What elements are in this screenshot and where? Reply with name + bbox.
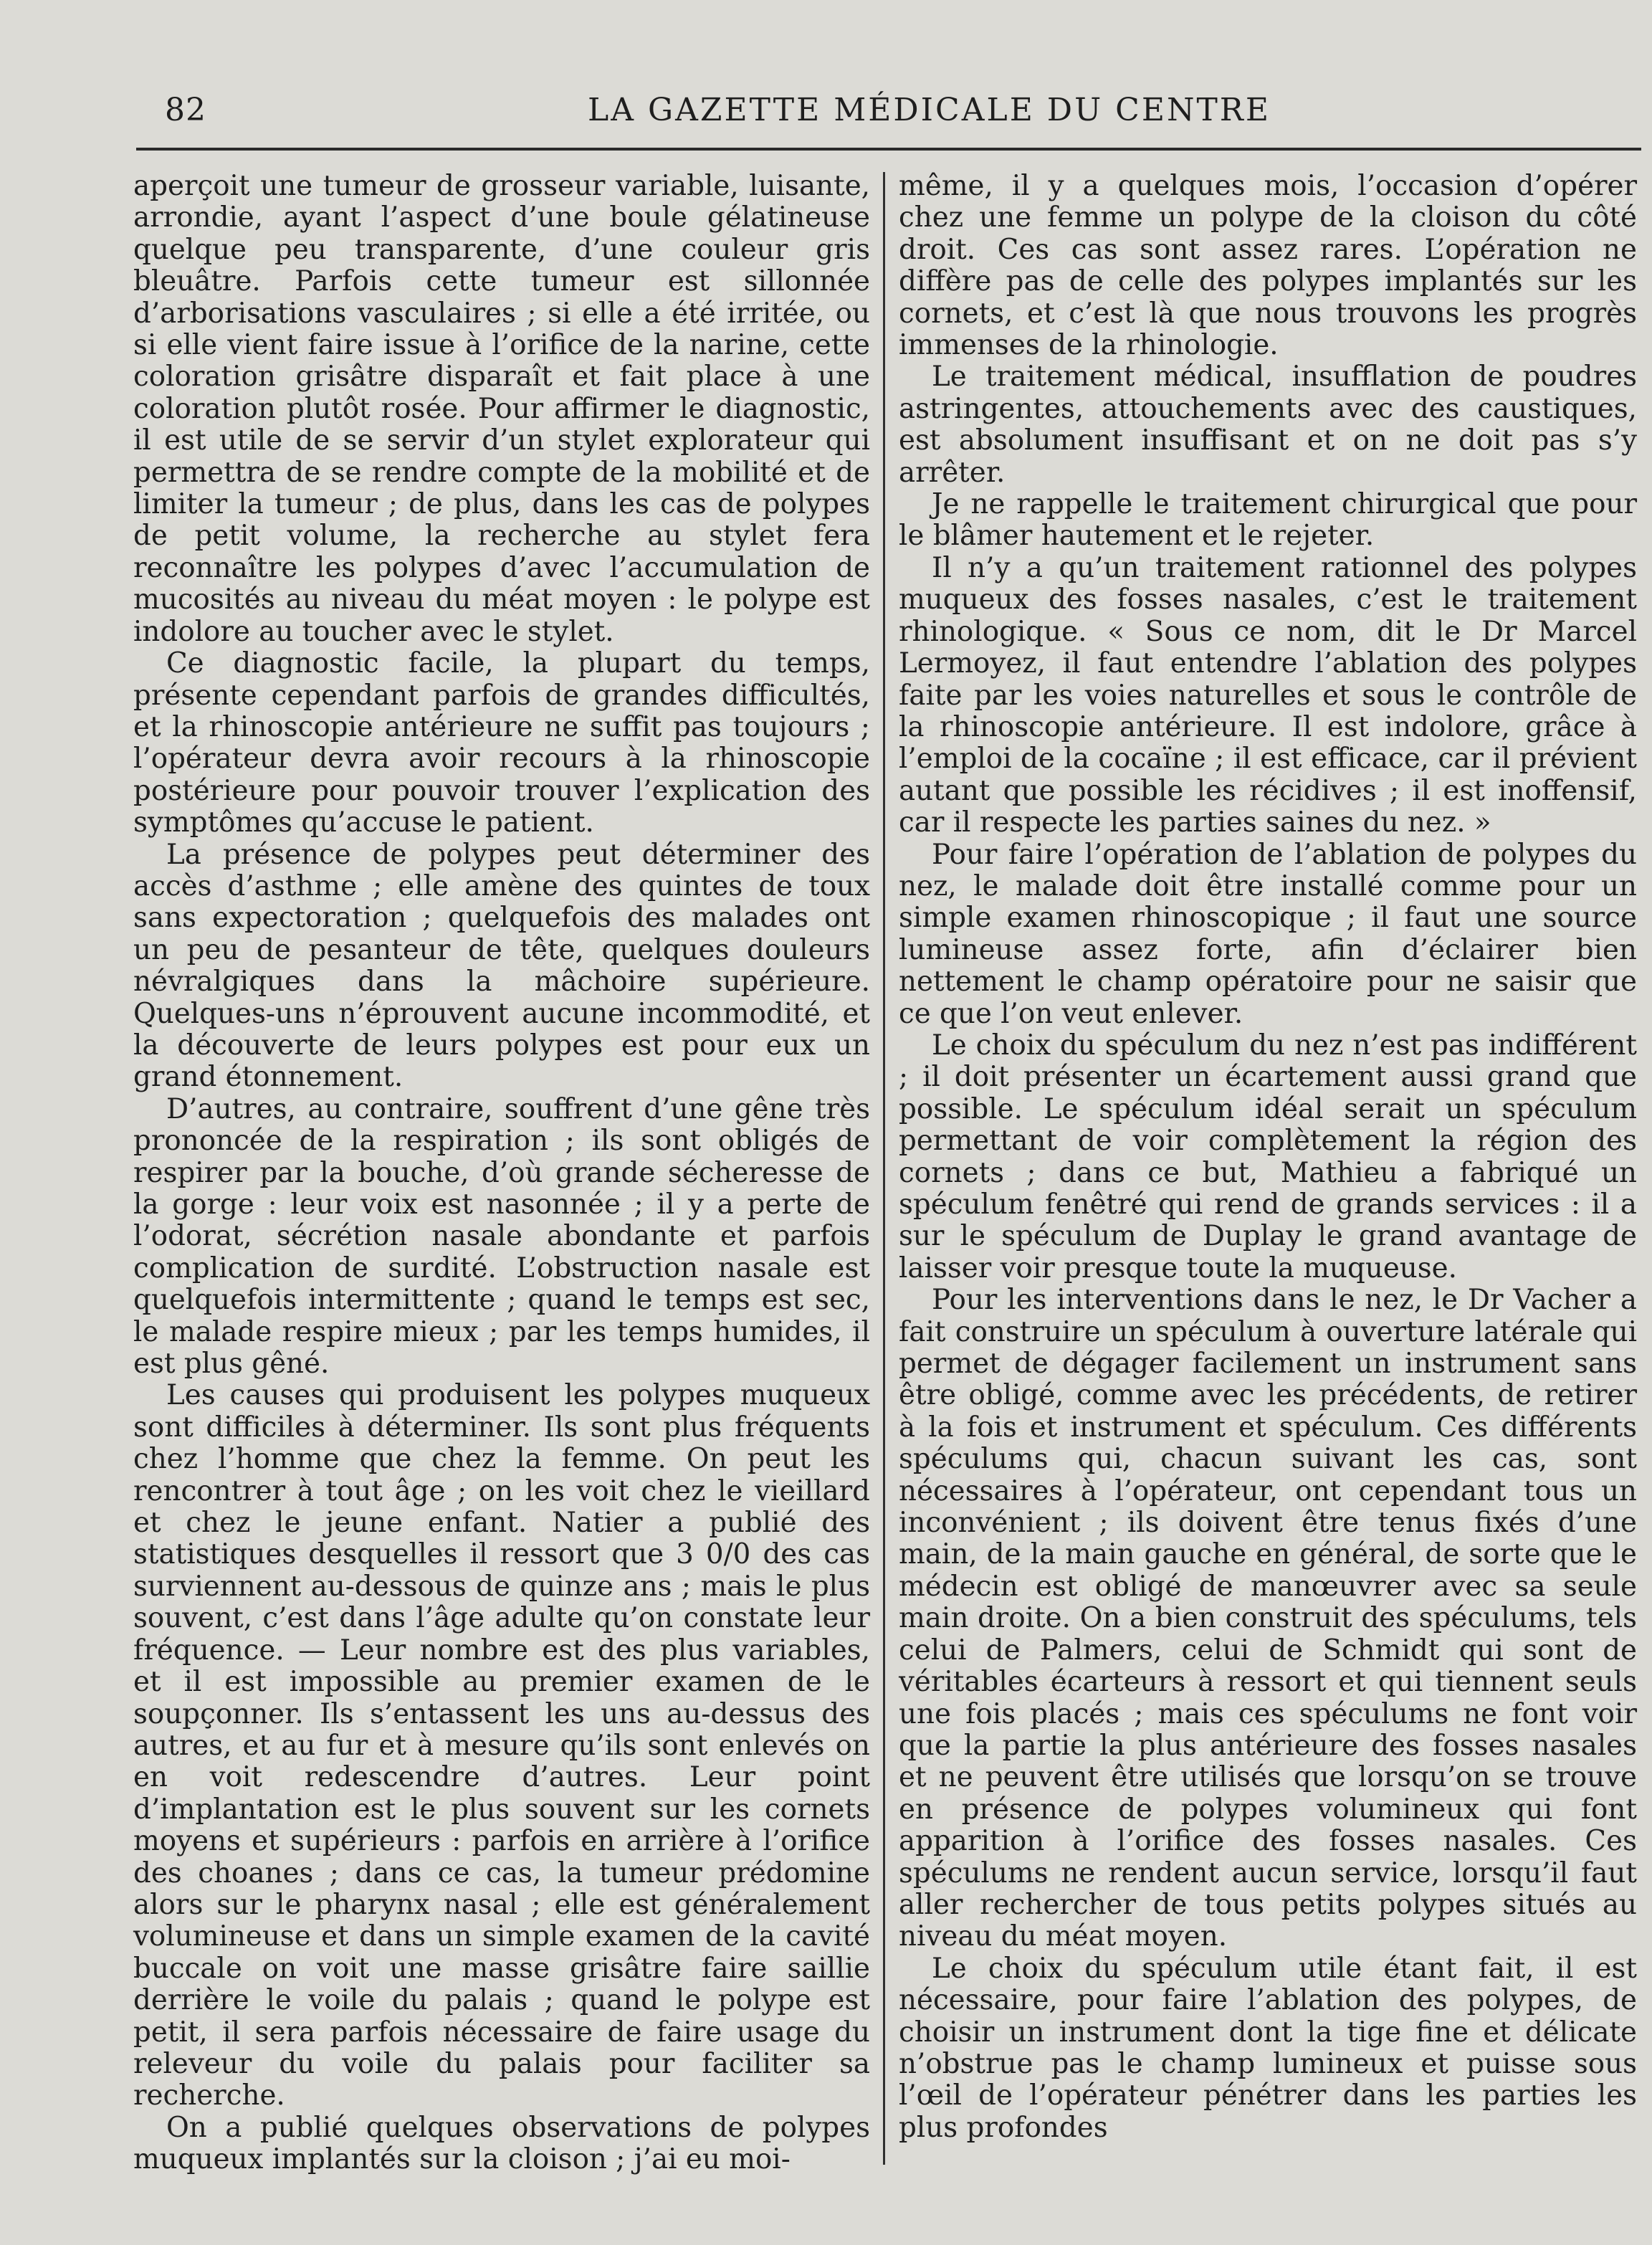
- paragraph: D’autres, au contraire, souffrent d’une gêne très prononcée de la respiration ; ils sont obligés de respirer par la bouche, d’où grande sécheresse de la gorge : leur voix est nasonnée ; il y a perte de l’odorat, sécrétion nasale abondante et parfois complication de surdité. L’obstruction nasale est quelquefois intermittente ; quand le temps est sec, le malade respire mieux ; par les temps humides, il est plus gêné.: [133, 1092, 870, 1381]
- left-column: [133, 171, 870, 2176]
- paragraph: Ce diagnostic facile, la plupart du temps, présente cependant parfois de grandes difficultés, et la rhinoscopie antérieure ne suffit pas toujours ; l’opérateur devra avoir recours à la rhinoscopie postérieure pour pouvoir trouver l’explication des symptômes qu’accuse le patient.: [133, 647, 870, 839]
- paragraph: Le choix du spéculum du nez n’est pas indifférent ; il doit présenter un écartement aussi grand que possible. Le spéculum idéal serait un spéculum permettant de voir complètement la région des cornets ; dans ce but, Mathieu a fabriqué un spéculum fenêtré qui rend de grands services : il a sur le spéculum de Duplay le grand avantage de laisser voir presque toute la muqueuse.: [899, 1029, 1637, 1284]
- paragraph: Il n’y a qu’un traitement rationnel des polypes muqueux des fosses nasales, c’est le traitement rhinologique. « Sous ce nom, dit le Dr Marcel Lermoyez, il faut entendre l’ablation des polypes faite par les voies naturelles et sous le contrôle de la rhinoscopie antérieure. Il est indolore, grâce à l’emploi de la cocaïne ; il est efficace, car il prévient autant que possible les récidives ; il est inoffensif, car il respecte les parties saines du nez. »: [899, 551, 1637, 839]
- paragraph: même, il y a quelques mois, l’occasion d’opérer chez une femme un polype de la cloison du côté droit. Ces cas sont assez rares. L’opération ne diffère pas de celle des polypes implantés sur les cornets, et c’est là que nous trouvons les progrès immenses de la rhinologie.: [899, 170, 1637, 362]
- right-column: [899, 171, 1637, 2144]
- paragraph: Le traitement médical, insufflation de poudres astringentes, attouchements avec des caustiques, est absolument insuffisant et on ne doit pas s’y arrêter.: [899, 361, 1637, 489]
- paragraph: Je ne rappelle le traitement chirurgical que pour le blâmer hautement et le rejeter.: [899, 488, 1637, 553]
- paragraph: Le choix du spéculum utile étant fait, il est nécessaire, pour faire l’ablation des polypes, de choisir un instrument dont la tige fine et délicate n’obstrue pas le champ lumineux et puisse sous l’œil de l’opérateur pénétrer dans les parties les plus profondes: [899, 1952, 1637, 2144]
- paragraph: Pour les interventions dans le nez, le Dr Vacher a fait construire un spéculum à ouverture latérale qui permet de dégager facilement un instrument sans être obligé, comme avec les précédents, de retirer à la fois et instrument et spéculum. Ces différents spéculums qui, chacun suivant les cas, sont nécessaires à l’opérateur, ont cependant tous un inconvénient ; ils doivent être tenus fixés d’une main, de la main gauche en général, de sorte que le médecin est obligé de manœuvrer avec sa seule main droite. On a bien construit des spéculums, tels celui de Palmers, celui de Schmidt qui sont de véritables écarteurs à ressort et qui tiennent seuls une fois placés ; mais ces spéculums ne font voir que la partie la plus antérieure des fosses nasales et ne peuvent être utilisés que lorsqu’on se trouve en présence de polypes volumineux qui font apparition à l’orifice des fosses nasales. Ces spéculums ne rendent aucun service, lorsqu’il faut aller rechercher de tous petits polypes situés au niveau du méat moyen.: [899, 1284, 1637, 1953]
- column-divider: [883, 172, 885, 2165]
- paragraph: Pour faire l’opération de l’ablation de polypes du nez, le malade doit être installé comme pour un simple examen rhinoscopique ; il faut une source lumineuse assez forte, afin d’éclairer bien nettement le champ opératoire pour ne saisir que ce que l’on veut enlever.: [899, 838, 1637, 1030]
- paragraph: La présence de polypes peut déterminer des accès d’asthme ; elle amène des quintes de toux sans expectoration ; quelquefois des malades ont un peu de pesanteur de tête, quelques douleurs névralgiques dans la mâchoire supérieure. Quelques-uns n’éprouvent aucune incommodité, et la découverte de leurs polypes est pour eux un grand étonnement.: [133, 838, 870, 1094]
- paragraph: On a publié quelques observations de polypes muqueux implantés sur la cloison ; j’ai eu moi-: [133, 2111, 870, 2176]
- header-rule: [136, 148, 1641, 151]
- paragraph: Les causes qui produisent les polypes muqueux sont difficiles à déterminer. Ils sont plus fréquents chez l’homme que chez la femme. On peut les rencontrer à tout âge ; on les voit chez le vieillard et chez le jeune enfant. Natier a publié des statistiques desquelles il ressort que 3 0/0 des cas surviennent au-dessous de quinze ans ; mais le plus souvent, c’est dans l’âge adulte qu’on constate leur fréquence. — Leur nombre est des plus variables, et il est impossible au premier examen de le soupçonner. Ils s’entassent les uns au-dessus des autres, et au fur et à mesure qu’ils sont enlevés on en voit redescendre d’autres. Leur point d’implantation est le plus souvent sur les cornets moyens et supérieurs : parfois en arrière à l’orifice des choanes ; dans ce cas, la tumeur prédomine alors sur le pharynx nasal ; elle est généralement volumineuse et dans un simple examen de la cavité buccale on voit une masse grisâtre faire saillie derrière le voile du palais ; quand le polype est petit, il sera parfois nécessaire de faire usage du releveur du voile du palais pour faciliter sa recherche.: [133, 1379, 870, 2112]
- paragraph: aperçoit une tumeur de grosseur variable, luisante, arrondie, ayant l’aspect d’une boule gélatineuse quelque peu transparente, d’une couleur gris bleuâtre. Parfois cette tumeur est sillonnée d’arborisations vasculaires ; si elle a été irritée, ou si elle vient faire issue à l’orifice de la narine, cette coloration grisâtre disparaît et fait place à une coloration plutôt rosée. Pour affirmer le diagnostic, il est utile de se servir d’un stylet explorateur qui permettra de se rendre compte de la mobilité et de limiter la tumeur ; de plus, dans les cas de polypes de petit volume, la recherche au stylet fera reconnaître les polypes d’avec l’accumulation de mucosités au niveau du méat moyen : le polype est indolore au toucher avec le stylet.: [133, 170, 870, 648]
- running-title: LA GAZETTE MÉDICALE DU CENTRE: [588, 92, 1271, 128]
- page-number: 82: [165, 92, 206, 128]
